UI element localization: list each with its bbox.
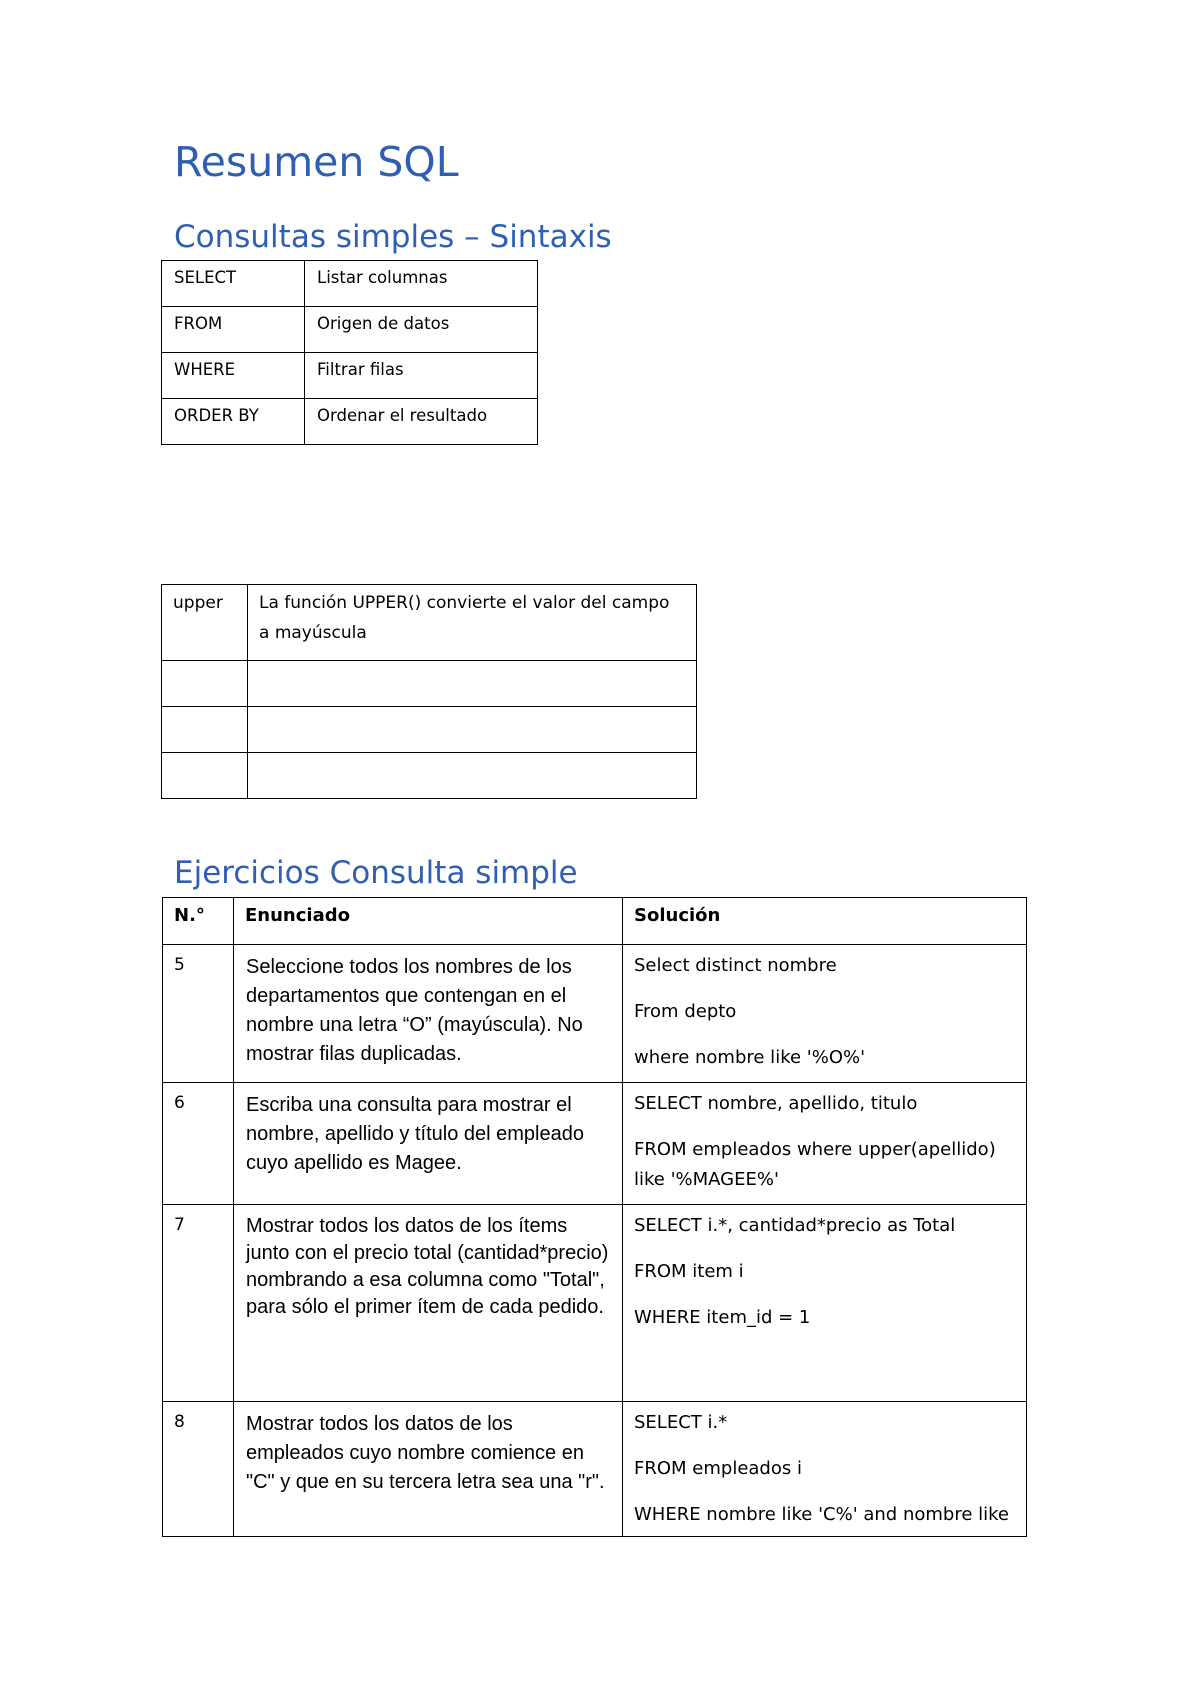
solution-line: FROM empleados i [634, 1458, 802, 1479]
header-row [163, 898, 1027, 945]
keyword-cell: WHERE [174, 360, 236, 379]
column-header-solucion: Solución [623, 898, 1027, 945]
solution-line: SELECT nombre, apellido, titulo [634, 1093, 918, 1114]
solution-line: FROM empleados where upper(apellido) like '%MAGEE%' [634, 1139, 996, 1190]
page-title: Resumen SQL [174, 138, 459, 186]
exercise-solution [623, 1205, 1026, 1339]
function-name-cell [162, 661, 247, 667]
exercise-number: 5 [174, 955, 185, 975]
solution-line: where nombre like '%O%' [634, 1047, 866, 1068]
function-desc-cell: La función UPPER() convierte el valor del campo a mayúscula [259, 593, 670, 643]
solution-line: SELECT i.*, cantidad*precio as Total [634, 1215, 956, 1236]
exercise-statement: Escriba una consulta para mostrar el nombre, apellido y título del empleado cuyo apellido es Magee. [246, 1094, 584, 1174]
exercise-number: 7 [174, 1215, 185, 1235]
exercise-solution [623, 1402, 1026, 1536]
solution-line: Select distinct nombre [634, 955, 837, 976]
table-row [163, 1402, 1027, 1537]
function-desc-cell [248, 707, 696, 713]
table-row [162, 353, 538, 399]
keyword-cell: SELECT [174, 268, 237, 287]
solution-line: From depto [634, 1001, 737, 1022]
exercises-table [162, 897, 1027, 1537]
description-cell: Listar columnas [317, 268, 448, 287]
function-desc-cell [248, 661, 696, 667]
exercise-number: 8 [174, 1412, 185, 1432]
table-row [163, 1205, 1027, 1402]
keyword-cell: FROM [174, 314, 223, 333]
table-row [163, 945, 1027, 1083]
exercise-statement: Mostrar todos los datos de los empleados cuyo nombre comience en "C" y que en su tercera letra sea una "r". [246, 1413, 605, 1493]
exercise-statement: Mostrar todos los datos de los ítems junto con el precio total (cantidad*precio) nombrando a esa columna como "Total", para sólo el primer ítem de cada pedido. [246, 1215, 609, 1318]
solution-line: SELECT i.* [634, 1412, 728, 1433]
table-row [162, 307, 538, 353]
exercise-statement: Seleccione todos los nombres de los departamentos que contengan en el nombre una letra “O” (mayúscula). No mostrar filas duplicadas. [246, 956, 583, 1065]
function-desc-cell [248, 753, 696, 759]
table-row [162, 261, 538, 307]
section-heading-sintaxis: Consultas simples – Sintaxis [174, 219, 612, 255]
description-cell: Filtrar filas [317, 360, 404, 379]
table-row [162, 707, 697, 753]
column-header-num: N.° [163, 898, 234, 945]
solution-line: FROM item i [634, 1261, 744, 1282]
section-heading-ejercicios: Ejercicios Consulta simple [174, 855, 578, 891]
table-row [163, 1083, 1027, 1205]
description-cell: Ordenar el resultado [317, 406, 488, 425]
function-name-cell [162, 753, 247, 759]
exercise-solution [623, 1083, 1026, 1201]
table-row [162, 661, 697, 707]
keyword-cell: ORDER BY [174, 406, 259, 425]
functions-table [161, 584, 697, 799]
function-name-cell: upper [173, 593, 223, 613]
solution-line: WHERE item_id = 1 [634, 1307, 811, 1328]
exercise-number: 6 [174, 1093, 185, 1113]
exercise-solution [623, 945, 1026, 1079]
table-row [162, 585, 697, 661]
syntax-table [161, 260, 538, 445]
function-name-cell [162, 707, 247, 713]
column-header-enunciado: Enunciado [234, 898, 623, 945]
table-row [162, 399, 538, 445]
description-cell: Origen de datos [317, 314, 450, 333]
table-row [162, 753, 697, 799]
solution-line: WHERE nombre like 'C%' and nombre like [634, 1504, 1009, 1525]
